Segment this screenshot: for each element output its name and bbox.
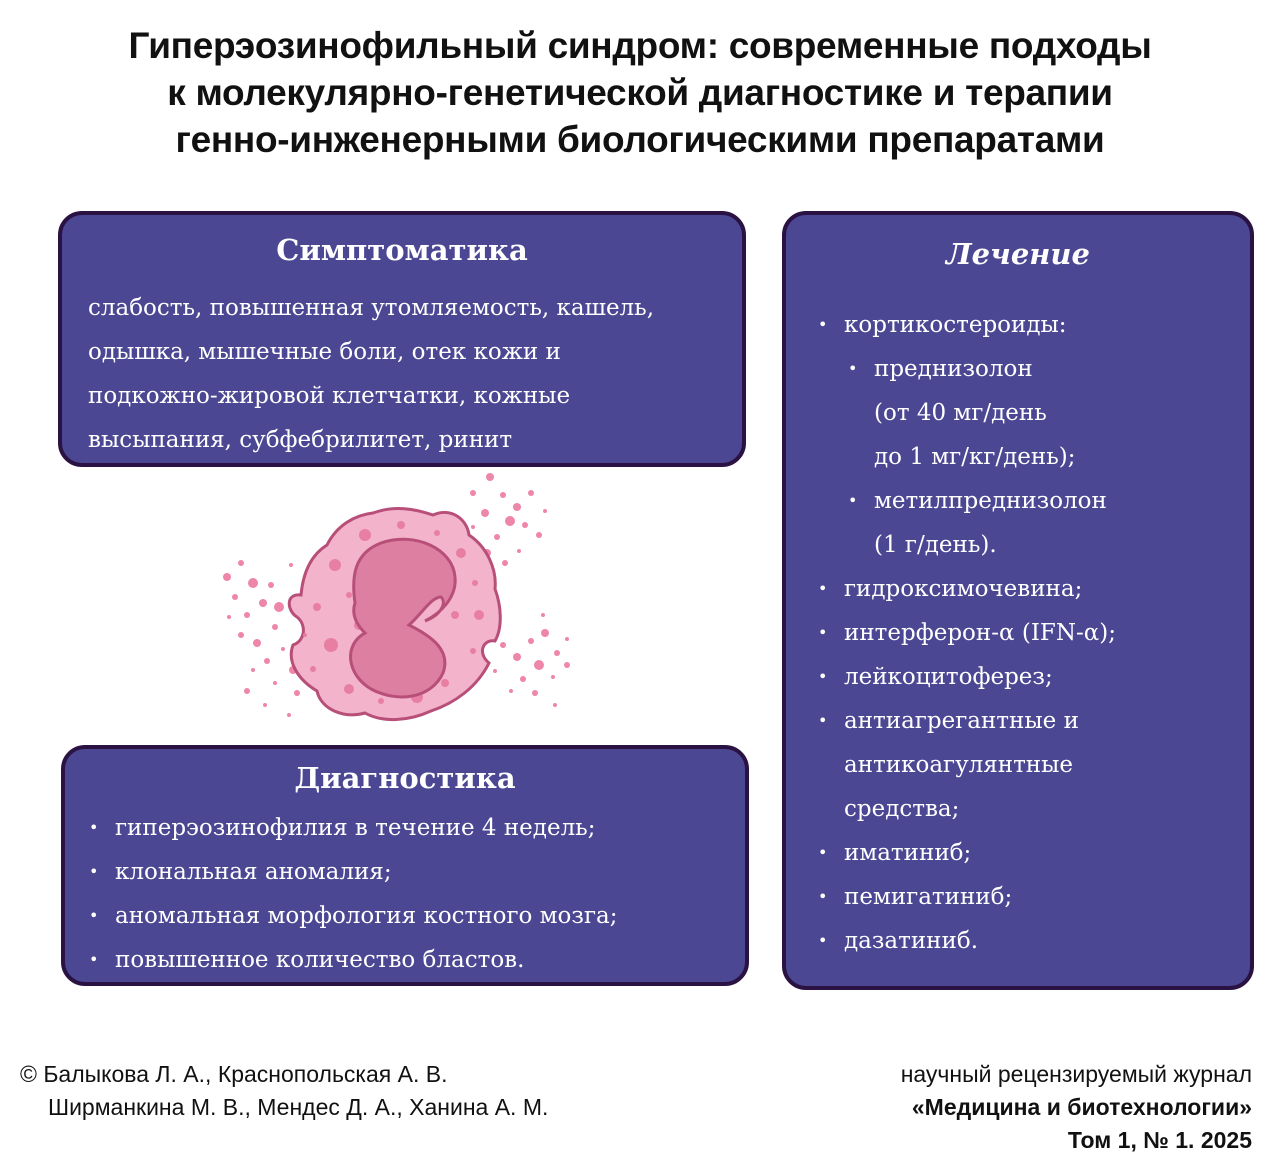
list-item: • пемигатиниб;: [816, 875, 1116, 919]
title-line-1: Гиперэозинофильный синдром: современные подходы: [128, 25, 1152, 66]
list-item: • кортикостероиды:: [816, 303, 1116, 347]
journal-line-1: научный рецензируемый журнал: [900, 1061, 1252, 1087]
list-item: • гидроксимочевина;: [816, 567, 1116, 611]
list-subitem-continuation: до 1 мг/кг/день);: [874, 444, 1076, 470]
diagnostics-list: [87, 806, 617, 982]
list-subitem: • метилпреднизолон: [816, 479, 1116, 523]
symptoms-heading: Симптоматика: [276, 233, 528, 267]
treatment-list: [816, 303, 1116, 963]
credit-line-2: Ширманкина М. В., Мендес Д. А., Ханина А. М.: [48, 1094, 549, 1120]
list-item-continuation: антикоагулянтные: [844, 752, 1074, 778]
list-item: • дазатиниб.: [816, 919, 1116, 963]
symptoms-box: [58, 211, 746, 467]
diagnostics-heading: Диагностика: [294, 761, 516, 795]
journal-issue: Том 1, № 1. 2025: [1067, 1127, 1252, 1153]
list-subitem: • преднизолон: [816, 347, 1116, 391]
list-item-continuation: средства;: [844, 796, 960, 822]
page-title: [60, 22, 1220, 163]
symptoms-line: слабость, повышенная утомляемость, кашель,: [88, 295, 655, 321]
treatment-heading: Лечение: [946, 237, 1090, 271]
list-item: • гиперэозинофилия в течение 4 недель;: [87, 806, 617, 850]
diagnostics-box: [61, 745, 749, 986]
authors-credit: [20, 1058, 548, 1124]
credit-line-1: © Балыкова Л. А., Краснопольская А. В.: [20, 1061, 448, 1087]
list-item: • лейкоцитоферез;: [816, 655, 1116, 699]
list-subitem-continuation: (от 40 мг/день: [874, 400, 1047, 426]
journal-name: «Медицина и биотехнологии»: [911, 1094, 1252, 1120]
list-item: • антиагрегантные и: [816, 699, 1116, 743]
eosinophil-illustration: [205, 465, 585, 750]
list-item: • иматиниб;: [816, 831, 1116, 875]
title-line-2: к молекулярно-генетической диагностике и терапии: [167, 72, 1113, 113]
treatment-box: [782, 211, 1254, 990]
symptoms-text: [88, 286, 748, 462]
journal-info: [901, 1058, 1252, 1157]
list-item: • клональная аномалия;: [87, 850, 617, 894]
list-item: • аномальная морфология костного мозга;: [87, 894, 617, 938]
symptoms-line: подкожно-жировой клетчатки, кожные: [88, 383, 571, 409]
list-item: • повышенное количество бластов.: [87, 938, 617, 982]
symptoms-line: высыпания, субфебрилитет, ринит: [88, 427, 513, 453]
list-subitem-continuation: (1 г/день).: [874, 532, 997, 558]
symptoms-line: одышка, мышечные боли, отек кожи и: [88, 339, 561, 365]
title-line-3: генно-инженерными биологическими препаратами: [175, 119, 1105, 160]
list-item: • интерферон-α (IFN-α);: [816, 611, 1116, 655]
